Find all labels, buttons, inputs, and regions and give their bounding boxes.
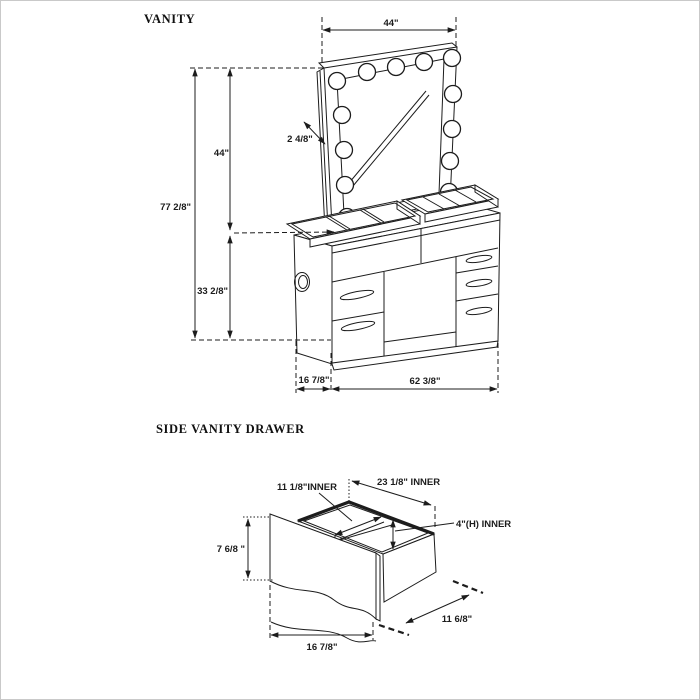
dim-label-drawer-depth: 11 6/8" [441, 614, 473, 625]
light-bulb-icon [416, 54, 433, 71]
dim-label-front-width: 16 7/8" [306, 642, 338, 653]
dresser-side-panel [294, 235, 332, 364]
dim-label-front-height: 7 6/8 " [216, 544, 245, 555]
dim-label-inner-height: 4"(H) INNER [456, 519, 512, 530]
dim-label-mirror-height: 44" [213, 148, 229, 159]
ext-line [379, 625, 409, 635]
vanity-view [144, 12, 500, 393]
light-bulb-icon [442, 153, 459, 170]
dim-label-inner-compartment: 11 1/8"INNER [277, 482, 337, 493]
dim-label-inner-width: 23 1/8" INNER [377, 477, 441, 488]
light-bulb-icon [334, 107, 351, 124]
drawer-view [156, 422, 511, 653]
dim-label-frame-thickness: 2 4/8" [287, 134, 313, 145]
dim-label-base-width: 62 3/8" [409, 376, 441, 387]
light-bulb-icon [359, 64, 376, 81]
dim-label-mirror-width: 44" [383, 18, 399, 29]
dim-label-base-depth: 16 7/8" [298, 375, 330, 386]
dresser-drawing [287, 185, 500, 370]
light-bulb-icon [444, 121, 461, 138]
dim-label-overall-height: 77 2/8" [160, 202, 191, 213]
light-bulb-icon [388, 59, 405, 76]
front-panel-edge [376, 553, 380, 621]
light-bulb-icon [337, 177, 354, 194]
light-bulb-icon [329, 73, 346, 90]
dim-label-base-height: 33 2/8" [197, 286, 228, 297]
mirror-glass [337, 59, 444, 214]
light-bulb-icon [444, 50, 461, 67]
light-bulb-icon [445, 86, 462, 103]
drawer-title: SIDE VANITY DRAWER [156, 422, 305, 436]
break-line [271, 622, 376, 642]
light-bulb-icon [336, 142, 353, 159]
vanity-title: VANITY [144, 12, 196, 26]
vanity-dimension-diagram [1, 1, 700, 700]
ext-line [453, 581, 483, 593]
